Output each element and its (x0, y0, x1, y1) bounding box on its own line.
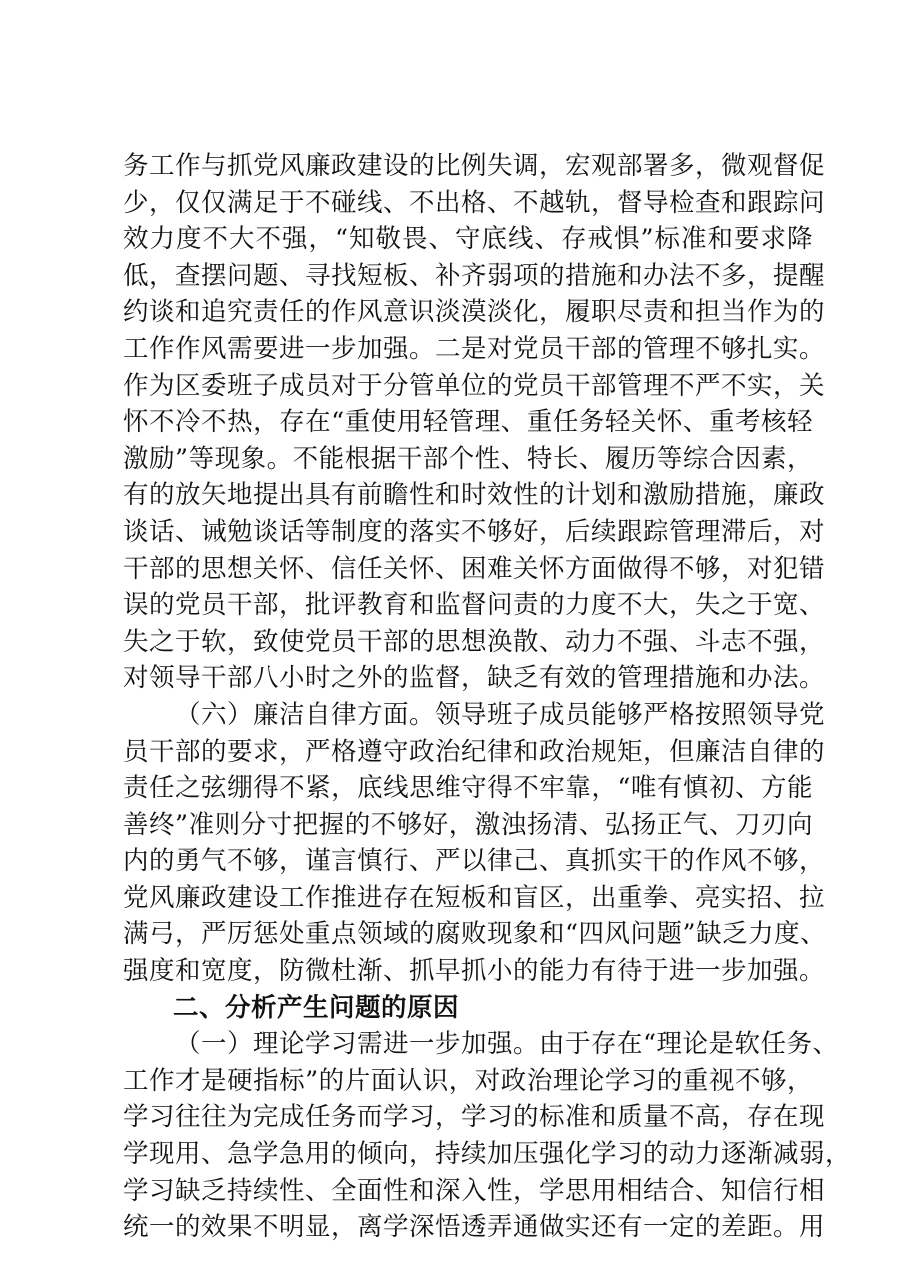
text-line: 学习缺乏持续性、全面性和深入性，学思用相结合、知信行相 (123, 1175, 826, 1206)
text-line: 误的党员干部，批评教育和监督问责的力度不大，失之于宽、 (123, 590, 826, 621)
text-line: 少，仅仅满足于不碰线、不出格、不越轨，督导检查和跟踪问 (123, 187, 826, 218)
section-heading: 二、分析产生问题的原因 (173, 992, 460, 1023)
text-line: 怀不冷不热，存在“重使用轻管理、重任务轻关怀、重考核轻 (123, 407, 813, 438)
text-line: 内的勇气不够，谨言慎行、严以律己、真抓实干的作风不够， (123, 846, 826, 877)
body-text (123, 148, 852, 1246)
text-line: 员干部的要求，严格遵守政治纪律和政治规矩，但廉洁自律的 (123, 736, 826, 767)
text-line: 满弓，严厉惩处重点领域的腐败现象和“四风问题”缺乏力度、 (123, 919, 827, 950)
text-line: 工作作风需要进一步加强。二是对党员干部的管理不够扎实。 (123, 333, 826, 364)
text-line: 党风廉政建设工作推进存在短板和盲区，出重拳、亮实招、拉 (123, 882, 826, 913)
text-line: 作为区委班子成员对于分管单位的党员干部管理不严不实，关 (123, 370, 826, 401)
text-line: 效力度不大不强，“知敬畏、守底线、存戒惧”标准和要求降 (123, 224, 813, 255)
paragraph-heading-line: （六）廉洁自律方面。领导班子成员能够严格按照领导党 (175, 699, 826, 730)
text-line: 务工作与抓党风廉政建设的比例失调，宏观部署多，微观督促 (123, 151, 826, 181)
text-line: 学习往往为完成任务而学习，学习的标准和质量不高，存在现 (123, 1102, 826, 1133)
text-line: 约谈和追究责任的作风意识淡漠淡化，履职尽责和担当作为的 (123, 297, 826, 328)
text-line: 失之于软，致使党员干部的思想涣散、动力不强、斗志不强， (123, 626, 826, 657)
text-line: 善终”准则分寸把握的不够好，激浊扬清、弘扬正气、刀刃向 (123, 809, 813, 840)
text-line: 有的放矢地提出具有前瞻性和时效性的计划和激励措施，廉政 (123, 480, 826, 511)
text-line: 工作才是硬指标”的片面认识，对政治理论学习的重视不够， (123, 1065, 813, 1096)
text-line: 责任之弦绷得不紧，底线思维守得不牢靠，“唯有慎初、方能 (123, 773, 813, 804)
paragraph-heading-line: （一）理论学习需进一步加强。由于存在“理论是软任务、 (175, 1029, 839, 1060)
text-line: 学现用、急学急用的倾向，持续加压强化学习的动力逐渐减弱， (123, 1139, 852, 1170)
text-line: 谈话、诫勉谈话等制度的落实不够好，后续跟踪管理滞后，对 (123, 516, 826, 547)
text-line: 低，查摆问题、寻找短板、补齐弱项的措施和办法不多，提醒 (123, 260, 826, 291)
text-line: 统一的效果不明显，离学深悟透弄通做实还有一定的差距。用 (123, 1212, 826, 1243)
text-line: 激励”等现象。不能根据干部个性、特长、履历等综合因素， (123, 443, 813, 474)
text-line: 对领导干部八小时之外的监督，缺乏有效的管理措施和办法。 (123, 663, 826, 694)
text-line: 强度和宽度，防微杜渐、抓早抓小的能力有待于进一步加强。 (123, 956, 826, 987)
text-line: 干部的思想关怀、信任关怀、困难关怀方面做得不够，对犯错 (123, 553, 826, 584)
